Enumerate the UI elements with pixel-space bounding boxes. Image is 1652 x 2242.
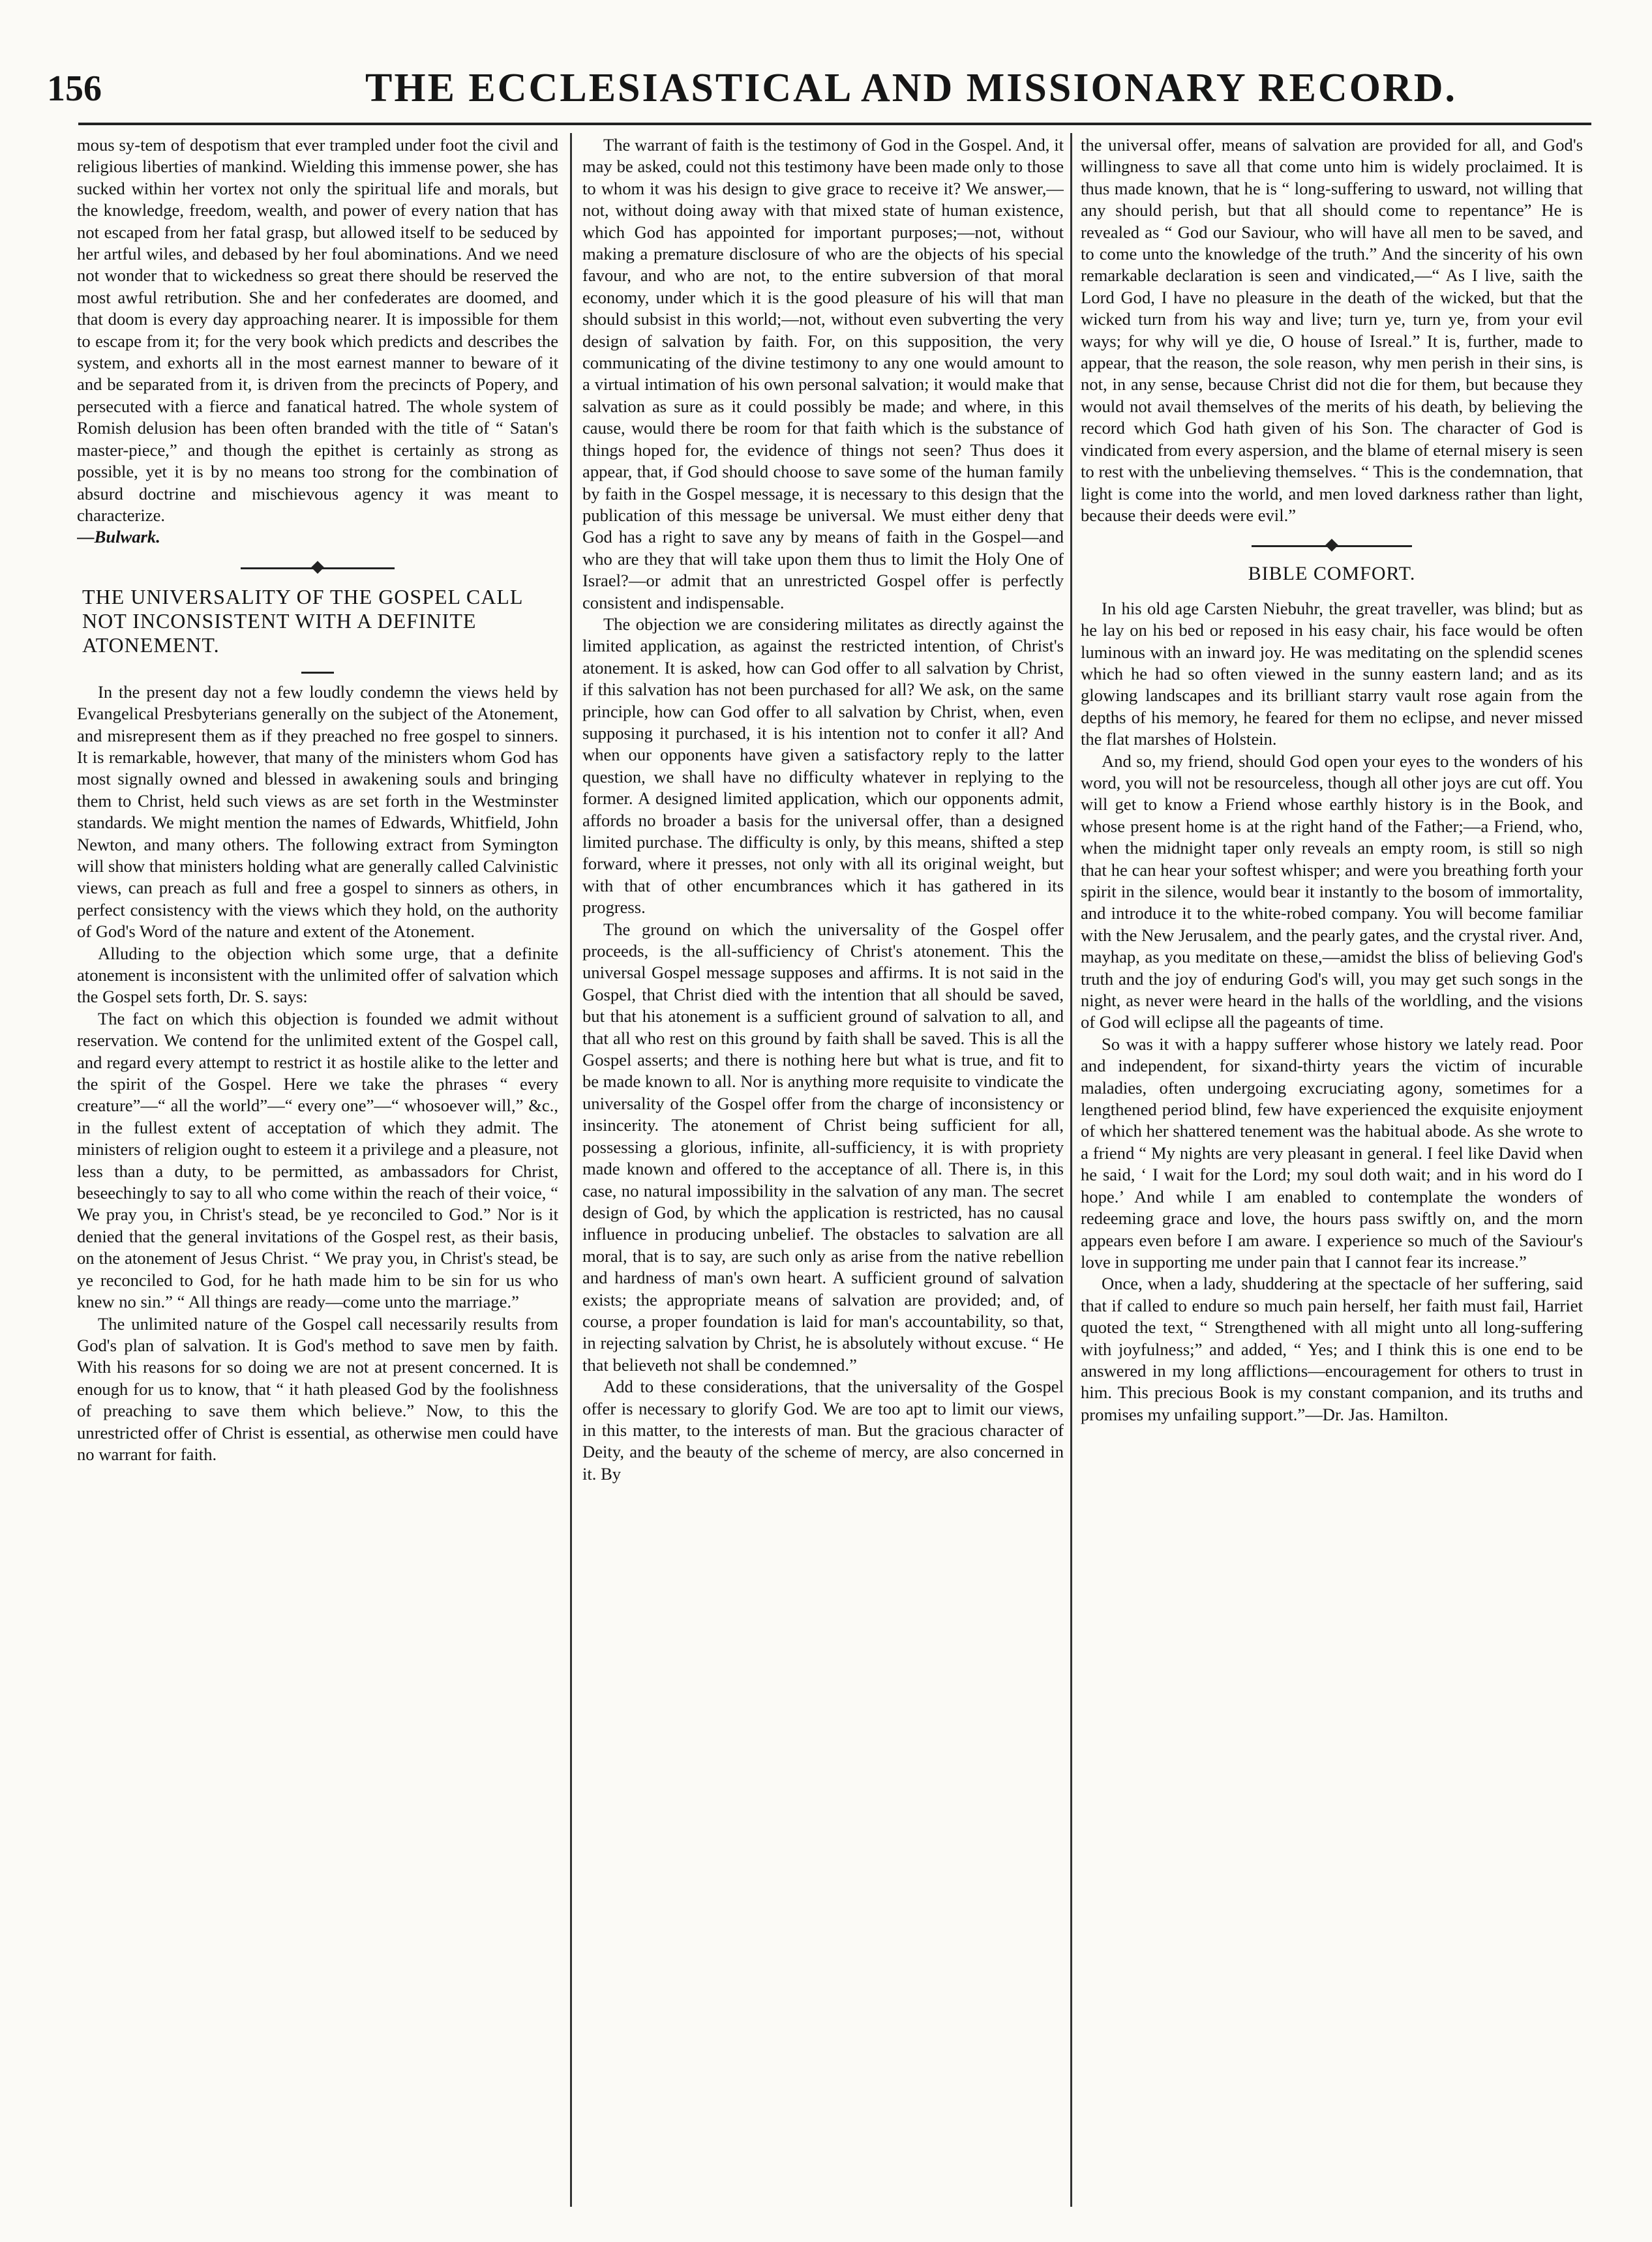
paragraph: In his old age Carsten Niebuhr, the great traveller, was blind; but as he lay on his bed or reposed in his easy chair, his face would be often luminous with an inward joy. He was meditating on the splendid scenes which he had so often viewed in the sunny eastern land; and as its glowing landscapes and its brilliant starry vault rose again from the depths of his memory, he feared for them no eclipse, and never missed the flat marshes of Holstein. [1081,598,1583,749]
column-3 [1081,134,1583,2208]
column-rule-1 [570,133,572,2207]
paragraph: The ground on which the universality of the Gospel offer proceeds, is the all-sufficiency of Christ's atonement. This the universal Gospel message supposes and affirms. It is not said in the Gospel, that Christ died with the intention that all should be saved, but that his atonement is a sufficient ground of salvation to all, and that all who rest on this ground by faith shall be saved. This is all the Gospel asserts; and there is nothing here but what is true, and fit to be made known to all. Nor is anything more requisite to vindicate the universality of the Gospel offer from the charge of inconsistency or insincerity. The atonement of Christ being sufficient for all, possessing a glorious, infinite, all-sufficiency, it is with propriety made known and offered to the acceptance of all. There is, in this case, no natural impossibility in the salvation of any man. The secret design of God, by which the application is restricted, has no causal influence in producing unbelief. The obstacles to salvation are all moral, that is to say, are such only as arise from the native rebellion and hardness of man's own heart. A sufficient ground of salvation exists; the appropriate means of salvation are provided; and, of course, a proper foundation is laid for man's accountability, so that, in rejecting salvation by Christ, he is absolutely without excuse. “ He that believeth not shall be condemned.” [582,919,1064,1375]
article-title: BIBLE COMFORT. [1248,563,1416,585]
header-rule [78,123,1591,125]
signature: —Bulwark. [77,527,160,547]
page-number: 156 [47,68,102,109]
section-divider [1081,534,1583,558]
running-title: THE ECCLESIASTICAL AND MISSIONARY RECORD. [365,66,1458,110]
paragraph: Alluding to the objection which some urge, that a definite atonement is inconsistent with the unlimited offer of salvation which the Gospel sets forth, Dr. S. says: [77,943,558,1007]
continuation-paragraph: mous sy-tem of despotism that ever trampled under foot the civil and religious liberties of mankind. Wielding this immense power, she has sucked within her vortex not only the spiritual life and morals, but the knowledge, freedom, wealth, and power of every nation that has not escaped from her fatal grasp, but allowed itself to be seduced by her artful wiles, and debased by her foul abominations. And we need not wonder that to wickedness so great there should be reserved the most awful retribution. She and her confederates are doomed, and that doom is every day approaching nearer. It is impossible for them to escape from it; for the very book which predicts and describes the system, and exhorts all in the most earnest manner to beware of it and be separated from it, is driven from the precincts of Popery, and persecuted with a fierce and fanatical hatred. The whole system of Romish delusion has been often branded with the title of “ Satan's master-piece,” and though the epithet is certainly as strong as possible, yet it is by no means too strong for the combination of absurd doctrine and mischievous agency it was meant to characterize. [77,135,558,525]
article-title: THE UNIVERSALITY OF THE GOSPEL CALL NOT INCONSISTENT WITH A DEFINITE ATONEMENT. [82,584,523,657]
paragraph: Add to these considerations, that the universality of the Gospel offer is necessary to glorify God. We are too apt to limit our views, in this matter, to the interests of man. But the gracious character of Deity, and the beauty of the scheme of mercy, are also concerned in it. By [582,1377,1064,1484]
paragraph: The unlimited nature of the Gospel call necessarily results from God's plan of salvation. It is God's method to save men by faith. With his reasons for so doing we are not at present concerned. It is enough for us to know, that “ it hath pleased God by the foolishness of preaching to save them which believe.” Now, to this the unrestricted offer of Christ is essential, as otherwise men could have no warrant for faith. [77,1313,558,1464]
section-divider [77,556,558,580]
column-2 [582,134,1064,2208]
paragraph: In the present day not a few loudly condemn the views held by Evangelical Presbyterians generally on the subject of the Atonement, and misrepresent them as if they preached no free gospel to sinners. It is remarkable, however, that many of the ministers whom God has most signally owned and blessed in awakening souls and bringing them to Christ, held such views as are set forth in the Westminster standards. We might mention the names of Edwards, Whitfield, John Newton, and many others. The following extract from Symington will show that ministers holding what are generally called Calvinistic views, can preach as full and free a gospel to sinners as others, in perfect consistency with the views which they hold, on the authority of God's Word of the nature and extent of the Atonement. [77,681,558,942]
title-rule [301,672,334,674]
column-rule-2 [1070,133,1072,2207]
continuation-paragraph: the universal offer, means of salvation are provided for all, and God's willingness to save all that come unto him is widely proclaimed. It is thus made known, that he is “ long-suffering to usward, not willing that any should perish, but that all should come to repentance” He is revealed as “ God our Saviour, who will have all men to be saved, and to come unto the knowledge of the truth.” And the sincerity of his own remarkable declaration is seen and vindicated,—“ As I live, saith the Lord God, I have no pleasure in the death of the wicked, but that the wicked turn from his way and live; turn ye, turn ye, from your evil ways; for why will ye die, O house of Isreal.” It is, further, made to appear, that the reason, the sole reason, why men perish in their sins, is not, in any sense, because Christ did not die for them, but because they would not avail themselves of the merits of his death, by believing the record which God hath given of his Son. The character of God is vindicated from every aspersion, and the blame of eternal misery is seen to rest with the unbelieving themselves. “ This is the condemnation, that light is come into the world, and men loved darkness rather than light, because their deeds were evil.” [1081,135,1583,525]
paragraph: The objection we are considering militates as directly against the limited application, as against the restricted intention, of Christ's atonement. It is asked, how can God offer to all salvation by Christ, if this salvation has not been purchased for all? We ask, on the same principle, how can God offer to all salvation by Christ, when, even supposing it purchased, it is his intention not to confer it all? And when our opponents have given a satisfactory reply to the latter question, we shall have no difficulty whatever in replying to the former. A designed limited application, which our opponents admit, affords no broader a basis for the universal offer, than a designed limited purchase. The difficulty is only, by this means, shifted a step forward, where it presses, not only with all its original weight, but with that of other encumbrances which it has gathered in its progress. [582,614,1064,918]
column-1 [77,134,558,2208]
paragraph: Once, when a lady, shuddering at the spectacle of her suffering, said that if called to endure so much pain herself, her faith must fail, Harriet quoted the text, “ Strengthened with all might unto all long-suffering with joyfulness;” and added, “ Yes; and I think this is one end to be answered in my long afflictions—encouragement for others to trust in him. This precious Book is my constant companion, and its truths and promises my unfailing support.”—Dr. Jas. Hamilton. [1081,1274,1583,1424]
paragraph: The warrant of faith is the testimony of God in the Gospel. And, it may be asked, could not this testimony have been made only to those to whom it was his design to give grace to receive it? We answer,—not, without doing away with that mixed state of human existence, which God has appointed for important purposes;—not, without making a premature disclosure of who are the objects of his special favour, and who are not, to the entire subversion of that moral economy, under which it is the good pleasure of his will that man should subsist in this world;—not, without even subverting the very design of salvation by faith. For, on this supposition, the very communicating of the divine testimony to any one would amount to a virtual intimation of his own personal salvation; it would make that salvation as sure as it could possibly be made; and where, in this cause, would there be room for that faith which is the substance of things hoped for, the evidence of things not seen? Thus does it appear, that, if God should choose to save some of the human family by faith in the Gospel message, it is necessary to this design that the publication of this message be universal. We must either deny that God has a right to save any by means of faith in the Gospel—and who are they that will take upon them thus to limit the Holy One of Israel?—or admit that an unrestricted Gospel offer is perfectly consistent and indispensable. [582,135,1064,612]
paragraph: The fact on which this objection is founded we admit without reservation. We contend for the unlimited extent of the Gospel call, and regard every attempt to restrict it as hostile alike to the letter and the spirit of the Gospel. Here we take the phrases “ every creature”—“ all the world”—“ every one”—“ whosoever will,” &c., in the fullest extent of acceptation of which they admit. The ministers of religion ought to esteem it a privilege and a pleasure, not less than a duty, to be permitted, as ambassadors for Christ, beseechingly to say to all who come within the reach of their voice, “ We pray you, in Christ's stead, be ye reconciled to God.” Nor is it denied that the general invitations of the Gospel rest, as their basis, on the atonement of Jesus Christ. “ We pray you, in Christ's stead, be ye reconciled to God, for he hath made him to be sin for us who knew no sin.” “ All things are ready—come unto the marriage.” [77,1008,558,1312]
paragraph: And so, my friend, should God open your eyes to the wonders of his word, you will not be resourceless, though all other joys are cut off. You will get to know a Friend whose earthly history is in the Book, and whose present home is at the right hand of the Father;—a Friend, who, when the midnight taper only reveals an empty room, is still so nigh that he can hear your softest whisper; and were you breathing forth your spirit in the silence, would bear it instantly to the bosom of immortality, and introduce it to the white-robed company. You will become familiar with the New Jerusalem, and the pearly gates, and the crystal river. And, mayhap, as you meditate on these,—amidst the bliss of believing God's truth and the joy of enduring God's will, you may get such songs in the night, as never were heard in the halls of the worldling, and the visions of God will eclipse all the pageants of time. [1081,751,1583,1032]
paragraph: So was it with a happy sufferer whose history we lately read. Poor and independent, for sixand-thirty years the victim of incurable maladies, often undergoing excruciating agony, sometimes for a lengthened period blind, few have experienced the exquisite enjoyment of which her shattered tenement was the habitual abode. As she wrote to a friend “ My nights are very pleasant in general. I feel like David when he said, ‘ I wait for the Lord; my soul doth wait; and in his word do I hope.’ And while I am enabled to contemplate the wonders of redeeming grace and love, the hours pass swiftly on, and the morn appears even before I am aware. I experience so much of the Saviour's love in supporting me under pain that I cannot fear its increase.” [1081,1034,1583,1272]
